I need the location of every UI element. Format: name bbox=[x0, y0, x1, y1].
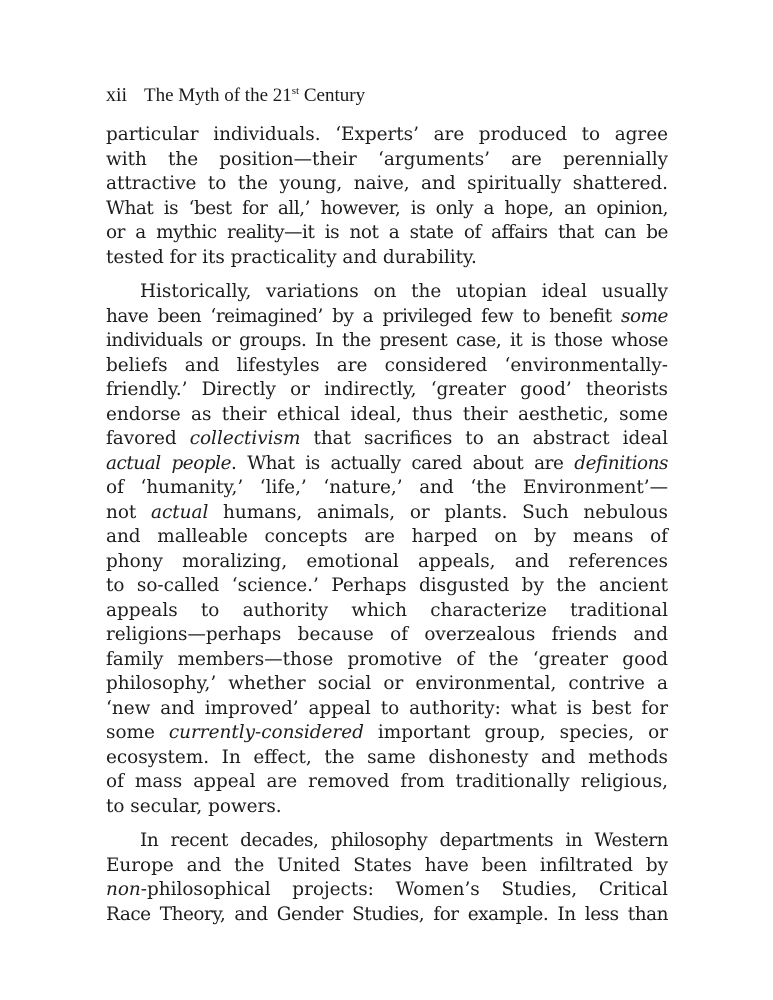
text-line: to secular, powers. bbox=[106, 795, 282, 817]
emphasis: non bbox=[106, 879, 141, 900]
text-line: phony moralizing, emotional appeals, and references bbox=[106, 550, 668, 572]
text-line: to so-called ‘science.’ Perhaps disgusted by the ancient bbox=[106, 575, 668, 596]
text-line: of mass appeal are removed from traditionally religious, bbox=[106, 771, 668, 792]
body-text bbox=[106, 123, 668, 927]
text-line: and malleable concepts are harped on by means of bbox=[106, 526, 668, 547]
text-line: Race Theory, and Gender Studies, for example. In less than bbox=[106, 903, 668, 925]
emphasis: actual people bbox=[106, 452, 232, 474]
text-line: ‘new and improved’ appeal to authority: what is best for bbox=[106, 697, 668, 719]
text-line: some currently-considered important group, species, or bbox=[106, 722, 668, 743]
text-line: friendly.’ Directly or indirectly, ‘greater good’ theorists bbox=[106, 379, 668, 400]
text-line: philosophy,’ whether social or environmental, contrive a bbox=[106, 673, 668, 694]
emphasis: collectivism bbox=[189, 428, 301, 449]
text-line: ecosystem. In effect, the same dishonesty and methods bbox=[106, 746, 668, 768]
text-line: not actual humans, animals, or plants. Such nebulous bbox=[106, 501, 668, 523]
text-line: have been ‘reimagined’ by a privileged few to benefit some bbox=[106, 305, 668, 327]
text-line: appeals to authority which characterize traditional bbox=[106, 599, 668, 621]
text-line: attractive to the young, naive, and spiritually shattered. bbox=[106, 173, 668, 194]
text-line: Historically, variations on the utopian ideal usually bbox=[140, 281, 668, 302]
paragraph-1 bbox=[106, 123, 668, 270]
text-line: favored collectivism that sacrifices to an abstract ideal bbox=[106, 428, 668, 449]
running-title-end: Century bbox=[299, 85, 366, 106]
text-line: What is ‘best for all,’ however, is only a hope, an opinion, bbox=[106, 197, 668, 219]
text-line: Europe and the United States have been infiltrated by bbox=[106, 854, 668, 876]
running-title-ordinal: st bbox=[291, 85, 300, 97]
text-line: religions—perhaps because of overzealous friends and bbox=[106, 624, 668, 645]
text-line: of ‘humanity,’ ‘life,’ ‘nature,’ and ‘the Environment’— bbox=[106, 477, 668, 498]
emphasis: some bbox=[620, 305, 668, 327]
text-line: individuals or groups. In the present case, it is those whose bbox=[106, 330, 668, 351]
text-line: tested for its practicality and durability. bbox=[106, 246, 477, 268]
running-head bbox=[106, 84, 365, 107]
emphasis: definitions bbox=[574, 452, 669, 474]
text-line: In recent decades, philosophy departments in Western bbox=[140, 830, 668, 851]
paragraph-2 bbox=[106, 280, 668, 819]
text-line: non-philosophical projects: Women’s Studies, Critical bbox=[106, 879, 668, 900]
text-line: particular individuals. ‘Experts’ are produced to agree bbox=[106, 124, 668, 145]
emphasis: actual bbox=[150, 501, 209, 523]
running-title bbox=[144, 85, 365, 106]
text-line: endorse as their ethical ideal, thus their aesthetic, some bbox=[106, 403, 668, 425]
text-line: beliefs and lifestyles are considered ‘environmentally- bbox=[106, 354, 668, 376]
text-line: family members—those promotive of the ‘greater good bbox=[106, 648, 668, 670]
text-line: or a mythic reality—it is not a state of affairs that can be bbox=[106, 222, 668, 243]
page-number: xii bbox=[106, 84, 128, 106]
paragraph-3 bbox=[106, 829, 668, 927]
emphasis: currently-considered bbox=[168, 722, 364, 743]
text-line: actual people. What is actually cared about are definitions bbox=[106, 452, 669, 474]
running-title-main: The Myth of the 21 bbox=[144, 85, 292, 106]
text-line: with the position—their ‘arguments’ are perennially bbox=[106, 148, 668, 170]
